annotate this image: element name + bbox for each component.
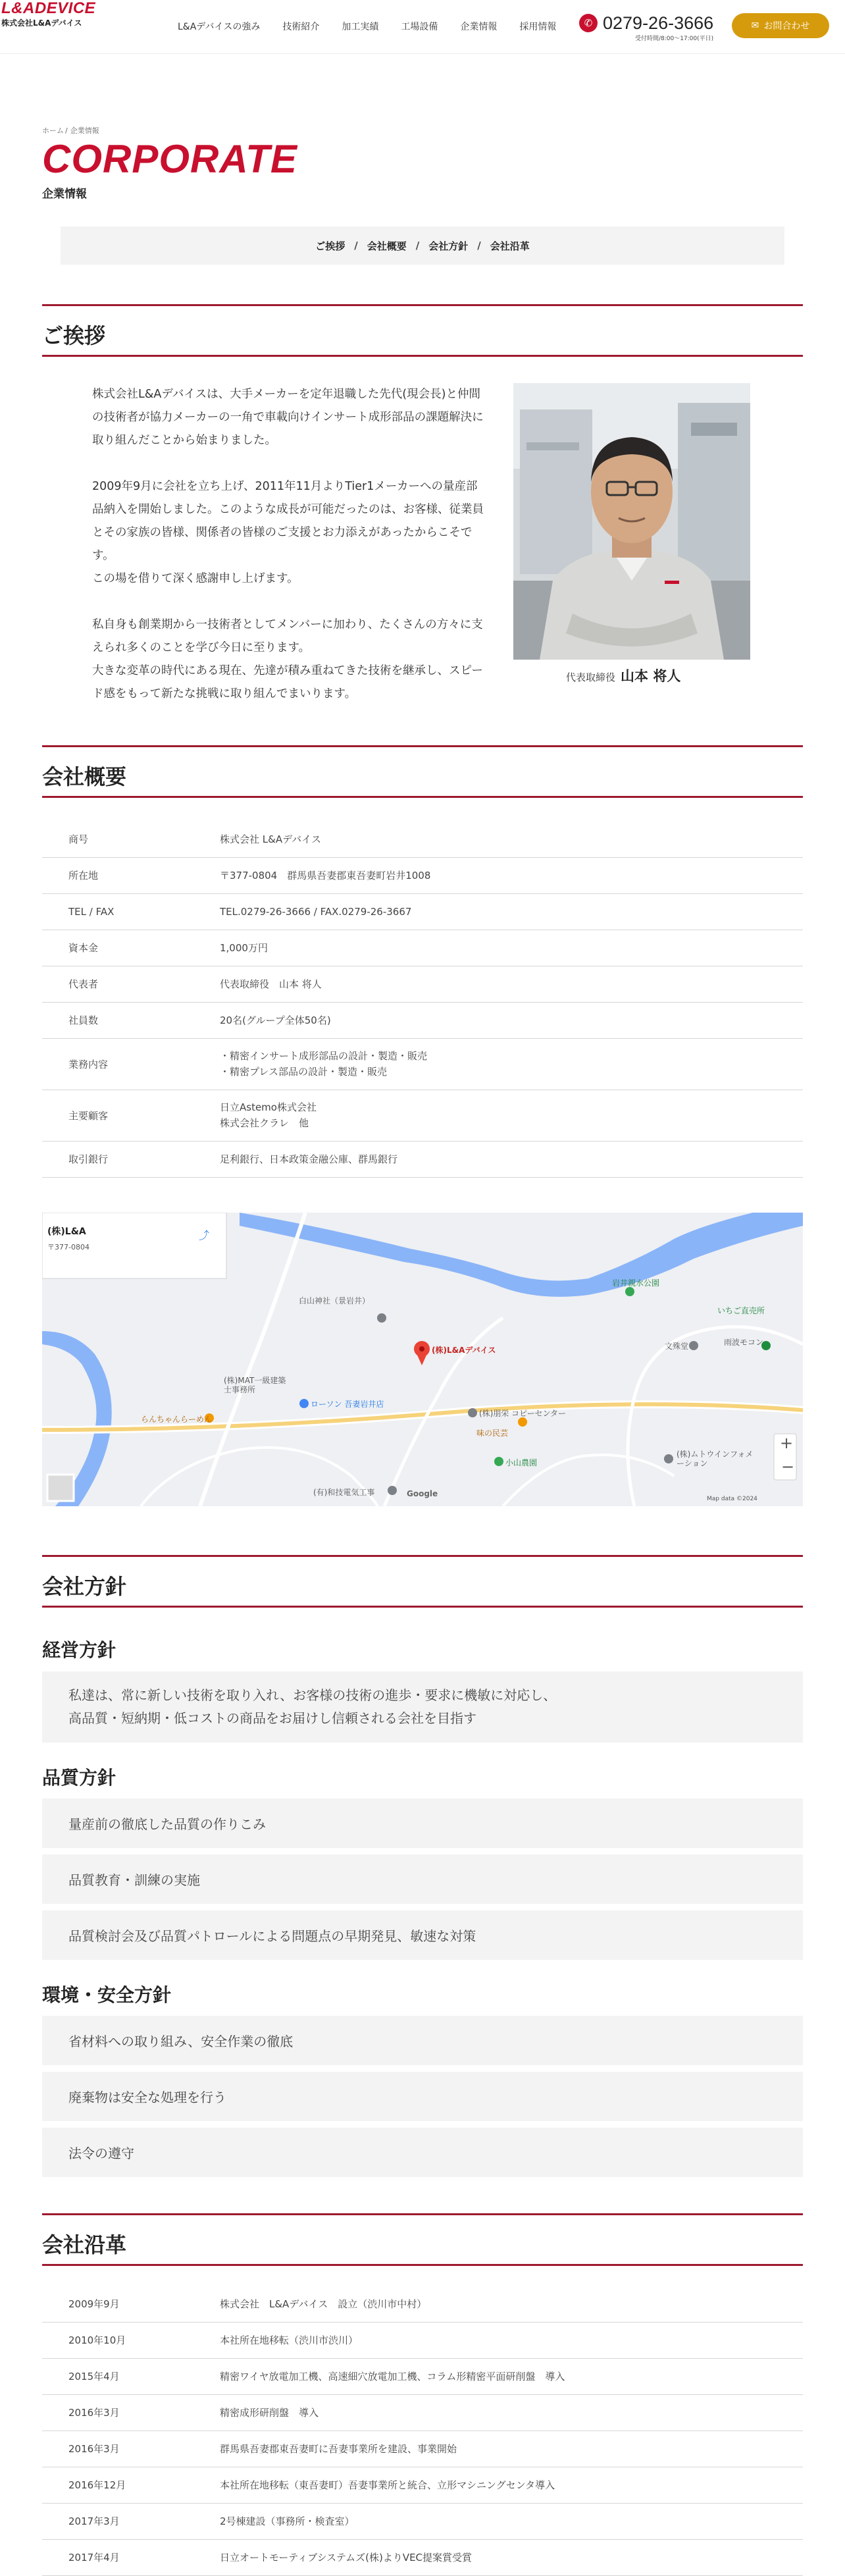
anchor-greeting[interactable]: ご挨拶	[315, 240, 346, 252]
history-date: 2010年10月	[42, 2322, 220, 2358]
table-row	[42, 2503, 803, 2539]
row-value: 1,000万円	[220, 930, 803, 966]
ceo-caption	[566, 666, 680, 685]
row-label: TEL / FAX	[42, 893, 220, 930]
history-date: 2009年9月	[42, 2286, 220, 2322]
page-title-en: CORPORATE	[42, 137, 297, 181]
greeting-paragraph: 私自身も創業期から一技術者としてメンバーに加わり、たくさんの方々に支えられ多くのことを学び今日に至ります。 大きな変革の時代にある現在、先達が積み重ねてきた技術を継承し、スピード感をもって新たな挑戦に取り組んでまいります。	[92, 618, 483, 700]
row-value: TEL.0279-26-3666 / FAX.0279-26-3667	[220, 893, 803, 930]
nav-technology[interactable]: 技術紹介	[282, 22, 320, 32]
nav-recruit[interactable]: 採用情報	[519, 22, 557, 32]
management-policy-box	[42, 1671, 803, 1743]
page-main	[0, 54, 845, 2563]
map-label: ローソン 吾妻岩井店	[311, 1400, 384, 1409]
row-label: 商号	[42, 821, 220, 857]
map-attribution: Map data ©2024	[707, 1496, 757, 1502]
anchor-overview[interactable]: 会社概要	[367, 240, 407, 252]
environment-policy-item: 省材料への取り組み、安全作業の徹底	[42, 2016, 803, 2065]
history-date: 2016年12月	[42, 2467, 220, 2503]
nav-facilities[interactable]: 工場設備	[401, 22, 438, 32]
map-label: 味の民芸	[476, 1429, 509, 1438]
history-event: 精密ワイヤ放電加工機、高速細穴放電加工機、コラム形精密平面研削盤 導入	[220, 2358, 803, 2394]
anchor-history[interactable]: 会社沿革	[490, 240, 530, 252]
environment-policy-item: 法令の遵守	[42, 2128, 803, 2177]
table-row	[42, 857, 803, 893]
row-label: 所在地	[42, 857, 220, 893]
table-row	[42, 2539, 803, 2575]
management-policy-line: 私達は、常に新しい技術を取り入れ、お客様の技術の進歩・要求に機敏に対応し、	[68, 1687, 557, 1703]
nav-strengths[interactable]: L&Aデバイスの強み	[178, 22, 261, 32]
greeting-paragraph: 2009年9月に会社を立ち上げ、2011年11月よりTier1メーカーへの量産部品納入を開始しました。このような成長が可能だったのは、お客様、従業員とその家族の皆様、関係者の皆様のご支援とお力添えがあったからこそです。 この場を借りて深く感謝申し上げます。	[92, 480, 484, 585]
history-date: 2016年3月	[42, 2431, 220, 2467]
management-policy-line: 高品質・短納期・低コストの商品をお届けし信頼される会社を目指す	[68, 1710, 476, 1726]
ceo-photo	[513, 383, 750, 660]
greeting-heading: ご挨拶	[42, 323, 106, 348]
table-row	[42, 930, 803, 966]
policy-heading: 会社方針	[42, 1574, 127, 1599]
mail-icon: ✉	[751, 20, 759, 31]
row-value: 株式会社 L&Aデバイス	[220, 821, 803, 857]
map-label: (有)和技電気工事	[313, 1488, 375, 1497]
tel-number: 0279-26-3666	[603, 13, 714, 33]
row-value: 足利銀行、日本政策金融公庫、群馬銀行	[220, 1141, 803, 1177]
site-logo[interactable]	[1, 0, 95, 28]
map-place-address: 〒377-0804	[47, 1243, 90, 1251]
directions-icon[interactable]: ⤴	[199, 1229, 210, 1242]
map-label: (株)ムトウインフォメーション	[677, 1450, 754, 1468]
logo-company-name: 株式会社L&Aデバイス	[1, 18, 82, 28]
environment-policy-item: 廃棄物は安全な処理を行う	[42, 2072, 803, 2121]
management-policy-title: 経営方針	[42, 1639, 116, 1661]
company-overview-table	[42, 821, 803, 1178]
table-row	[42, 2431, 803, 2467]
company-history-table	[42, 2286, 803, 2576]
anchor-nav: ご挨拶 / 会社概要 / 会社方針 / 会社沿革	[61, 226, 784, 265]
location-map[interactable]	[42, 1213, 803, 1506]
breadcrumb: ホーム / 企業情報	[42, 126, 99, 135]
row-value: 〒377-0804 群馬県吾妻郡東吾妻町岩井1008	[220, 857, 803, 893]
greeting-text	[92, 383, 487, 729]
breadcrumb-home[interactable]: ホーム	[42, 126, 64, 135]
table-row	[42, 2286, 803, 2322]
quality-policy-item: 品質検討会及び品質パトロールによる問題点の早期発見、敏速な対策	[42, 1910, 803, 1960]
map-marker-label: (株)L&Aデバイス	[432, 1346, 496, 1355]
zoom-out-button[interactable]: −	[781, 1458, 795, 1476]
row-value: 20名(グループ全体50名)	[220, 1002, 803, 1038]
history-event: 群馬県吾妻郡東吾妻町に吾妻事業所を建設、事業開始	[220, 2431, 803, 2467]
map-label: (株)朋栄 コピーセンター	[479, 1409, 566, 1418]
row-value: ・精密インサート成形部品の設計・製造・販売 ・精密プレス部品の設計・製造・販売	[220, 1038, 803, 1090]
row-label: 社員数	[42, 1002, 220, 1038]
anchor-policy[interactable]: 会社方針	[428, 240, 469, 252]
history-event: 株式会社 L&Aデバイス 設立（渋川市中村）	[220, 2286, 803, 2322]
row-label: 主要顧客	[42, 1090, 220, 1141]
table-row	[42, 1090, 803, 1141]
nav-corporate[interactable]: 企業情報	[460, 22, 498, 32]
quality-policy-item: 品質教育・訓練の実施	[42, 1854, 803, 1904]
row-label: 代表者	[42, 966, 220, 1002]
history-event: 精密成形研削盤 導入	[220, 2394, 803, 2431]
history-event: 本社所在地移転（東吾妻町）吾妻事業所と統合、立形マシニングセンタ導入	[220, 2467, 803, 2503]
section-history-heading	[42, 2213, 803, 2266]
contact-button[interactable]	[732, 13, 829, 38]
environment-policy-title: 環境・安全方針	[42, 1984, 172, 2006]
table-row	[42, 821, 803, 857]
map-label: いちご直売所	[717, 1306, 765, 1315]
history-event: 日立オートモーティブシステムズ(株)よりVEC提案賞受賞	[220, 2539, 803, 2575]
row-label: 業務内容	[42, 1038, 220, 1090]
history-event: 2号棟建設（事務所・検査室）	[220, 2503, 803, 2539]
map-label: 文殊堂	[665, 1342, 689, 1351]
tel-block[interactable]	[579, 13, 713, 42]
page-hero	[42, 125, 297, 201]
history-heading: 会社沿革	[42, 2232, 127, 2257]
map-place-title: (株)L&A	[47, 1226, 86, 1237]
zoom-in-button[interactable]: +	[780, 1434, 794, 1452]
logo-mark: L&ADEVICE	[1, 0, 96, 17]
ceo-name: 山本 将人	[621, 668, 681, 684]
quality-policy-item: 量産前の徹底した品質の作りこみ	[42, 1799, 803, 1848]
ceo-title: 代表取締役	[566, 671, 616, 683]
quality-policy-title: 品質方針	[42, 1767, 116, 1789]
row-label: 資本金	[42, 930, 220, 966]
section-policy-heading	[42, 1555, 803, 1608]
history-date: 2017年4月	[42, 2539, 220, 2575]
contact-button-label: お問合わせ	[763, 21, 810, 32]
tel-hours: 受付時間/8:00～17:00(平日)	[634, 36, 714, 42]
map-label: 小山農園	[505, 1458, 538, 1467]
map-label: 岩井親水公園	[612, 1278, 660, 1288]
table-row	[42, 1002, 803, 1038]
section-greeting-heading	[42, 304, 803, 357]
table-row	[42, 893, 803, 930]
greeting-paragraph: 株式会社L&Aデバイスは、大手メーカーを定年退職した先代(現会長)と仲間の技術者が協力メーカーの一角で車載向けインサート成形部品の課題解決に取り組んだことから始まりました。	[92, 388, 484, 447]
history-event: 本社所在地移転（渋川市渋川）	[220, 2322, 803, 2358]
site-header	[0, 0, 845, 54]
page-title-ja: 企業情報	[42, 188, 87, 201]
map-label: 白山神社（景岩井）	[299, 1296, 371, 1305]
history-date: 2015年4月	[42, 2358, 220, 2394]
history-date: 2016年3月	[42, 2394, 220, 2431]
overview-heading: 会社概要	[42, 764, 127, 789]
map-label: らんちゃんらーめん	[141, 1415, 213, 1424]
table-row	[42, 2358, 803, 2394]
table-row	[42, 1038, 803, 1090]
breadcrumb-current: 企業情報	[70, 126, 99, 135]
row-value: 代表取締役 山本 将人	[220, 966, 803, 1002]
table-row	[42, 2394, 803, 2431]
row-value: 日立Astemo株式会社 株式会社クラレ 他	[220, 1090, 803, 1141]
section-overview-heading	[42, 745, 803, 798]
table-row	[42, 966, 803, 1002]
history-date: 2017年3月	[42, 2503, 220, 2539]
nav-works[interactable]: 加工実績	[342, 22, 379, 32]
map-label: 雨波モコン	[724, 1338, 764, 1347]
table-row	[42, 2322, 803, 2358]
phone-icon: ✆	[579, 14, 598, 32]
table-row	[42, 2467, 803, 2503]
map-label: (株)MAT一級建築士事務所	[224, 1376, 286, 1394]
row-label: 取引銀行	[42, 1141, 220, 1177]
table-row	[42, 1141, 803, 1177]
google-logo: Google	[407, 1489, 438, 1498]
global-nav	[178, 20, 578, 33]
ceo-portrait	[513, 383, 750, 660]
